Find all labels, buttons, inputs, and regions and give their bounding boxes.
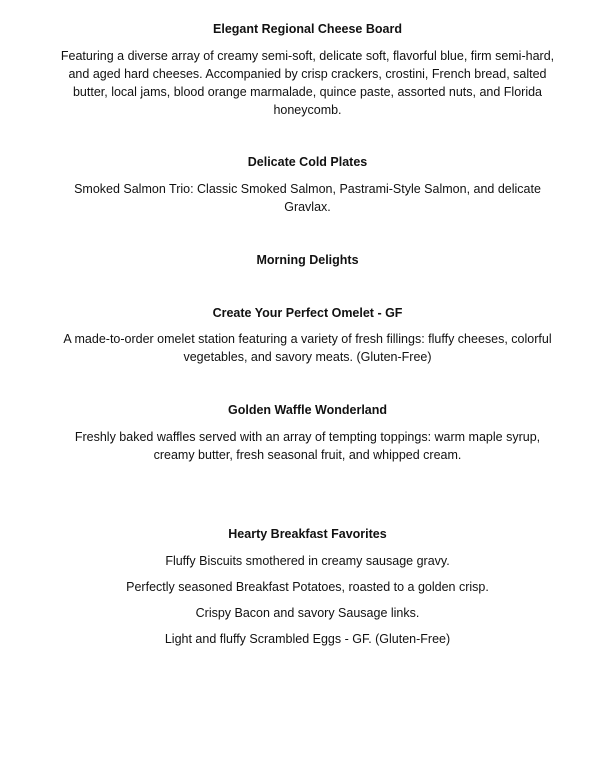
- cheese-board-section: [0, 20, 615, 119]
- list-item: Crispy Bacon and savory Sausage links.: [195, 606, 420, 620]
- omelet-section: [0, 304, 615, 366]
- list-item: Light and fluffy Scrambled Eggs - GF. (Gluten-Free): [164, 632, 451, 646]
- section-heading: Create Your Perfect Omelet - GF: [212, 306, 403, 320]
- section-description: Freshly baked waffles served with an array of tempting toppings: warm maple syrup, creamy butter, fresh seasonal fruit, and whipped cream.: [74, 430, 541, 462]
- breakfast-favorites-section: [0, 525, 615, 648]
- morning-delights-section: [0, 251, 615, 269]
- section-heading: Golden Waffle Wonderland: [227, 403, 388, 417]
- list-item: Perfectly seasoned Breakfast Potatoes, roasted to a golden crisp.: [126, 580, 489, 594]
- section-description: A made-to-order omelet station featuring a variety of fresh fillings: fluffy cheeses, colorful vegetables, and savory meats. (Gluten-Free): [63, 332, 552, 364]
- list-item: Fluffy Biscuits smothered in creamy sausage gravy.: [165, 554, 450, 568]
- section-description: Featuring a diverse array of creamy semi-soft, delicate soft, flavorful blue, firm semi-hard, and aged hard cheeses. Accompanied by crisp crackers, crostini, French bread, salted butter, local jams, blood orange marmalade, quince paste, assorted nuts, and Florida honeycomb.: [60, 49, 555, 117]
- waffle-section: [0, 401, 615, 464]
- cold-plates-section: [0, 153, 615, 216]
- section-heading: Elegant Regional Cheese Board: [213, 22, 402, 36]
- section-heading: Morning Delights: [256, 253, 359, 267]
- section-heading: Delicate Cold Plates: [247, 155, 368, 169]
- section-heading: Hearty Breakfast Favorites: [228, 527, 387, 541]
- section-description: Smoked Salmon Trio: Classic Smoked Salmon, Pastrami-Style Salmon, and delicate Gravlax.: [74, 182, 541, 214]
